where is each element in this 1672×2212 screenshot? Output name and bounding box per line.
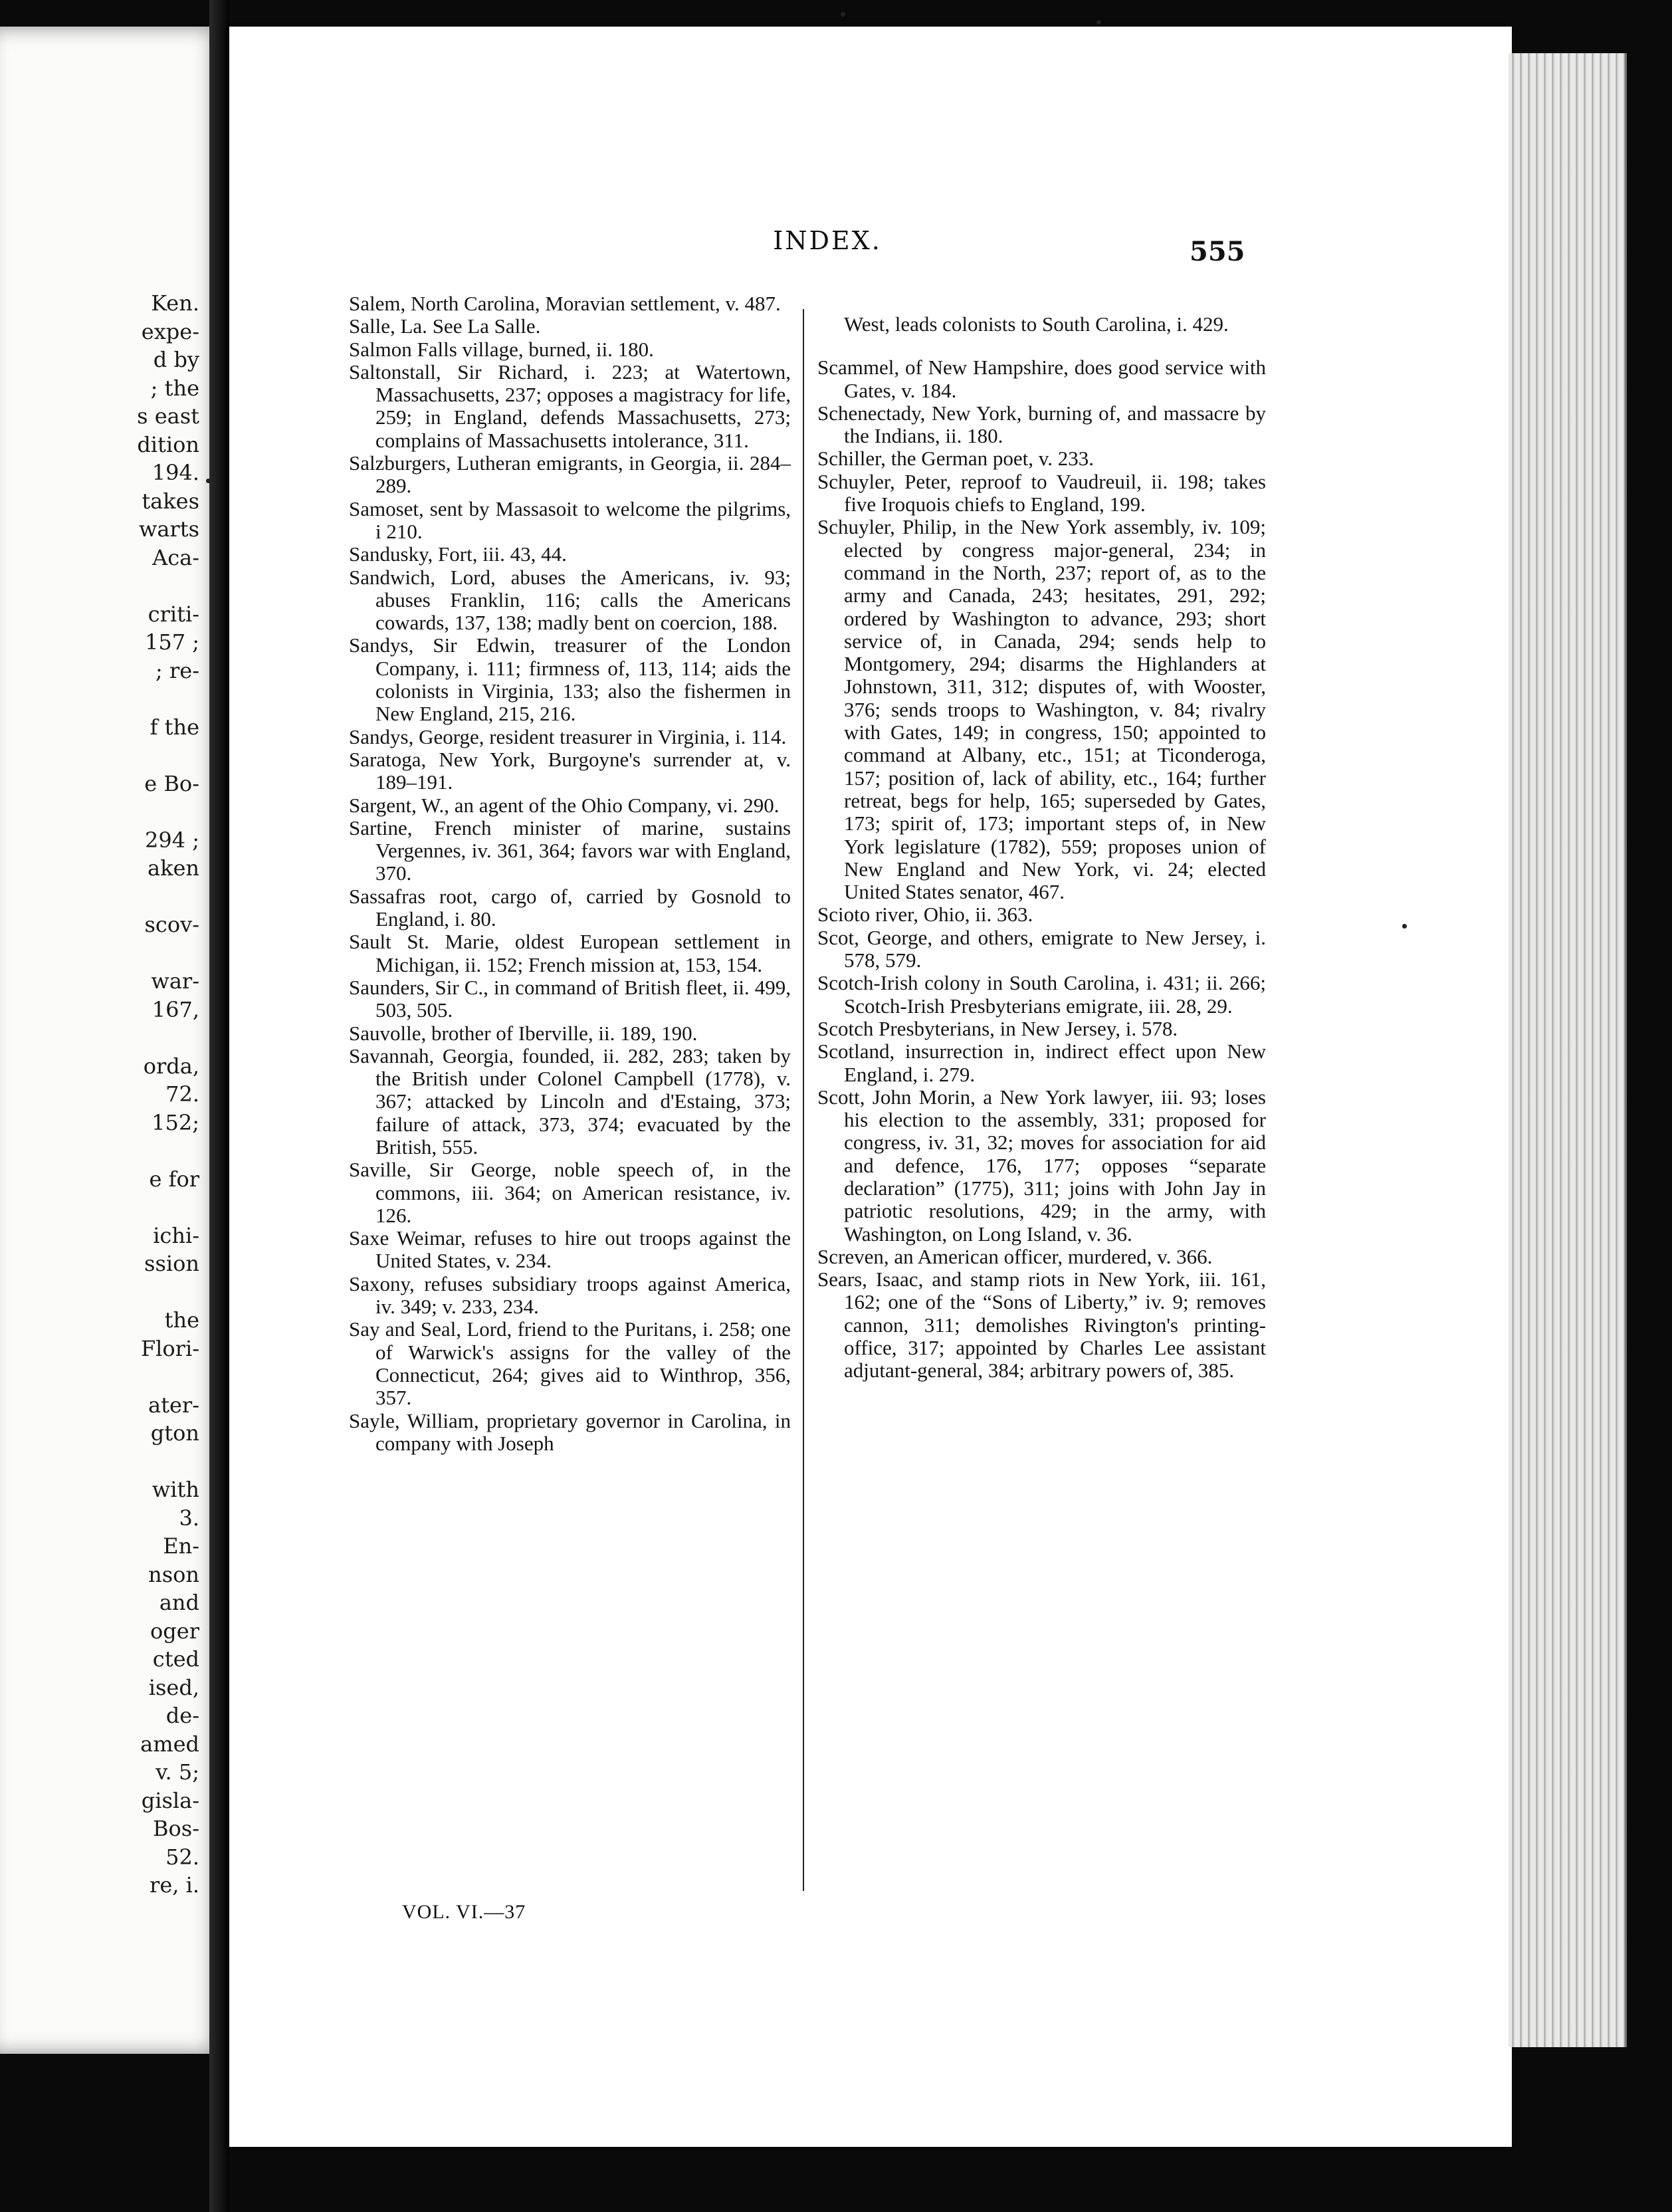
- index-entry-heading: Scammel, of New Hampshire,: [817, 356, 1069, 380]
- index-entry: [349, 885, 791, 931]
- facing-page-fragment: v. 5;: [156, 1759, 199, 1785]
- index-entry: [349, 452, 791, 498]
- index-entry-heading: Sault St. Marie,: [349, 930, 500, 954]
- facing-page-fragment: scov-: [144, 912, 199, 937]
- facing-page-fragment: [0, 1363, 199, 1391]
- index-entry-heading: Salem, North Carolina,: [349, 292, 540, 315]
- index-entry-heading: Sandusky, Fort,: [349, 542, 478, 566]
- index-entry: [817, 1246, 1266, 1268]
- index-entry-heading: Scotch Presbyterians,: [817, 1016, 995, 1040]
- index-entry-heading: Sauvolle,: [349, 1021, 427, 1045]
- index-entry: [817, 356, 1266, 402]
- index-entry-text: ii. 363.: [975, 903, 1033, 927]
- index-entry: [817, 972, 1266, 1018]
- facing-page-fragment: warts: [138, 516, 199, 542]
- page-stack-edges: [1509, 53, 1627, 2047]
- index-entry-text: friend to the Puritans, i. 258; one of Warwick's assigns for the valley of the Connecticut, 264; gives aid to Winthrop, 356, 357.: [375, 1317, 791, 1410]
- facing-page-fragment: d by: [153, 347, 199, 372]
- index-entry-text: cargo of, carried by Gosnold to England, i. 80.: [375, 884, 791, 931]
- index-entry-text: French minister of marine, sustains Vergennes, iv. 361, 364; favors war with England, 370.: [375, 816, 791, 885]
- facing-page-fragment: criti-: [148, 601, 199, 627]
- index-entry-text: brother of Iberville, ii. 189, 190.: [431, 1021, 698, 1045]
- index-entry-text: in command of British fleet, ii. 499, 503, 505.: [375, 975, 791, 1022]
- index-entry: [349, 794, 791, 817]
- index-entry: [349, 726, 791, 748]
- index-entry-text: reproof to Vaudreuil, ii. 198; takes five Iroquois chiefs to England, 199.: [844, 469, 1266, 516]
- facing-page-fragment: Ken.: [151, 290, 199, 316]
- index-entry: [349, 1045, 791, 1159]
- index-entry-heading: Saxe Weimar,: [349, 1226, 466, 1250]
- index-entry-text: a New York lawyer, iii. 93; loses his election to the assembly, 331; proposed for congress, iv. 31, 32; moves for association for aid and defence, 176, 177; opposes “separate declaration” (1775), 311; joins with John Jay in patriotic resolutions, 429; in the army, with Washington, on Long Island, v. 36.: [844, 1085, 1266, 1246]
- facing-page-fragment: cted: [152, 1646, 199, 1672]
- index-entry-text: and stamp riots in New York, iii. 161, 162; one of the “Sons of Liberty,” iv. 9; removes cannon, 311; demolishes Rivington's printing-office, 317; appointed by Charles Lee assistant adjutant-general, 384; arbitrary powers of, 385.: [844, 1268, 1267, 1382]
- facing-page-fragment: 167,: [152, 996, 199, 1022]
- index-entry-text: refuses to hire out troops against the United States, v. 234.: [375, 1226, 791, 1273]
- facing-page-fragment: expe-: [141, 318, 199, 344]
- index-entry-heading: Saratoga, New York,: [349, 747, 536, 771]
- facing-page-fragment: ; re-: [156, 657, 199, 683]
- facing-page-fragment: 157 ;: [144, 629, 199, 655]
- facing-page-text-fragments: [0, 289, 199, 1900]
- facing-page-fragment: 194.: [152, 460, 199, 485]
- facing-page-fragment: ater-: [148, 1392, 199, 1418]
- scan-speck: [206, 479, 211, 483]
- facing-page-fragment: [0, 1137, 199, 1165]
- index-entry: [349, 498, 791, 544]
- index-entry-text: iii. 43, 44.: [482, 542, 567, 566]
- index-entry-text: and others, emigrate to New Jersey, i. 578, 579.: [844, 925, 1266, 972]
- facing-page-fragment: the: [164, 1307, 199, 1333]
- index-entry: [349, 931, 791, 976]
- facing-page-fragment: with: [152, 1477, 199, 1502]
- facing-page-fragment: e for: [149, 1166, 199, 1192]
- facing-page-fragment: [0, 798, 199, 826]
- facing-page-fragment: Bos-: [152, 1816, 199, 1841]
- facing-page-fragment: s east: [137, 403, 199, 429]
- index-entry-heading: Say and Seal, Lord,: [349, 1317, 512, 1341]
- index-entry: [817, 1086, 1266, 1246]
- facing-page-fragment: dition: [137, 431, 199, 457]
- index-entry-text: refuses subsidiary troops against America, iv. 349; v. 233, 234.: [375, 1272, 791, 1319]
- index-entry-text: burned, ii. 180.: [528, 337, 654, 361]
- index-entry: [349, 1318, 791, 1409]
- index-entry-text: Moravian settlement, v. 487.: [545, 292, 781, 315]
- scan-speck: [841, 12, 845, 17]
- facing-page-fragment: [0, 572, 199, 600]
- facing-page-fragment: f the: [150, 714, 199, 740]
- facing-page-fragment: e Bo-: [144, 770, 199, 796]
- facing-page-fragment: [0, 741, 199, 770]
- index-entry: [817, 927, 1266, 972]
- facing-page-fragment: [0, 1193, 199, 1222]
- index-entry: [349, 543, 791, 566]
- facing-page-fragment: gton: [150, 1420, 199, 1446]
- index-entry-text: oldest European settlement in Michigan, ii. 152; French mission at, 153, 154.: [375, 930, 791, 976]
- facing-page-fragment: [0, 1278, 199, 1307]
- facing-page-fragment: 294 ;: [144, 827, 199, 853]
- scan-speck: [1402, 924, 1407, 929]
- index-entry-heading: Sandwich, Lord,: [349, 565, 496, 589]
- facing-page-fragment: 72.: [165, 1081, 199, 1107]
- index-entry-heading: Screven,: [817, 1244, 889, 1268]
- index-entry: [349, 634, 791, 725]
- index-entry-text: Lutheran emigrants, in Georgia, ii. 284–289.: [375, 451, 791, 498]
- index-entry-heading: Saville, Sir George,: [349, 1158, 537, 1182]
- index-entry-heading: Saxony,: [349, 1272, 415, 1295]
- index-entry: [817, 1040, 1266, 1086]
- facing-page-left: [0, 27, 226, 2054]
- index-entry-text: in South Carolina, i. 431; ii. 266; Scotch-Irish Presbyterians emigrate, iii. 28, 29.: [844, 971, 1267, 1018]
- facing-page-fragment: war-: [151, 968, 199, 994]
- index-entry-heading: Salmon Falls village,: [349, 337, 524, 361]
- index-entry: [817, 1018, 1266, 1040]
- index-entry: [349, 976, 791, 1022]
- facing-page-fragment: amed: [140, 1731, 199, 1757]
- index-entry-heading: Schuyler, Peter,: [817, 469, 952, 493]
- facing-page-fragment: [0, 939, 199, 968]
- index-entry-text: burning of, and massacre by the Indians, ii. 180.: [844, 401, 1266, 448]
- index-column-right: [817, 292, 1266, 1382]
- index-entry-continuation: West, leads colonists to South Carolina, i. 429.: [844, 312, 1229, 336]
- column-divider: [803, 309, 804, 1891]
- facing-page-fragment: de-: [165, 1703, 199, 1728]
- index-entry: [349, 566, 791, 635]
- facing-page-fragment: [0, 685, 199, 713]
- index-entry-heading: Sears, Isaac,: [817, 1268, 924, 1291]
- facing-page-fragment: En-: [163, 1533, 199, 1559]
- index-entry-heading: Saunders, Sir C.,: [349, 975, 488, 999]
- index-entry: [817, 516, 1266, 903]
- facing-page-fragment: re, i.: [150, 1872, 199, 1898]
- index-entry-heading: Scott, John Morin,: [817, 1085, 976, 1109]
- index-entry-heading: Sandys, Sir Edwin,: [349, 633, 536, 657]
- index-entry: [349, 292, 791, 315]
- index-entry-text: noble speech of, in the commons, iii. 364; on American resistance, iv. 126.: [375, 1158, 791, 1227]
- index-entry-heading: Samoset,: [349, 497, 424, 520]
- facing-page-fragment: ichi-: [153, 1222, 199, 1248]
- index-entry-heading: Sassafras root,: [349, 884, 478, 908]
- index-entry-heading: Schenectady, New York,: [817, 401, 1022, 425]
- index-entry-text: abuses the Americans, iv. 93; abuses Franklin, 116; calls the Americans cowards, 137, 138; madly bent on coercion, 188.: [375, 565, 791, 635]
- index-entry-heading: Sartine,: [349, 816, 413, 839]
- index-entry-text: founded, ii. 282, 283; taken by the British under Colonel Campbell (1778), v. 367; attacked by Lincoln and d'Estaing, 373; failure of attack, 373, 374; evacuated by the British, 555.: [375, 1044, 791, 1159]
- facing-page-fragment: Aca-: [152, 544, 199, 570]
- facing-page-fragment: ; the: [150, 375, 199, 401]
- index-entry-heading: Salzburgers,: [349, 451, 451, 475]
- index-entry: [817, 447, 1266, 470]
- index-entry-heading: Schiller,: [817, 447, 886, 471]
- index-entry-text: in the New York assembly, iv. 109; elected by congress major-general, 234; in command in the North, 237; report of, as to the army and Canada, 243; hesitates, 291, 292; ordered by Washington to advance, 293; short service of, in Canada, 294; sends help to Montgomery, 294; disarms the Highlanders at Johnstown, 311, 312; disputes of, with Wooster, 376; sends troops to Washington, v. 84; rivalry with Gates, 149; in congress, 150; appointed to command at Albany, etc., 151; at Ticonderoga, 157; position of, lack of ability, etc., 164; further retreat, begs for help, 165; superseded by Gates, 173; spirit of, 173; important steps of, in New York legislature (1782), 559; proposes union of New England and New York, vi. 24; elected United States senator, 467.: [844, 515, 1267, 904]
- facing-page-fragment: oger: [150, 1618, 199, 1644]
- facing-page-fragment: orda,: [143, 1053, 199, 1079]
- index-entry-heading: Salle, La.: [349, 314, 427, 338]
- index-entry: [817, 471, 1266, 516]
- index-entry-text: sent by Massasoit to welcome the pilgrims, i 210.: [375, 497, 791, 543]
- index-entry-text: insurrection in, indirect effect upon New England, i. 279.: [844, 1040, 1267, 1086]
- index-entry: [817, 1268, 1266, 1382]
- facing-page-fragment: ised,: [148, 1674, 199, 1700]
- index-entry: [349, 748, 791, 794]
- facing-page-fragment: [0, 1448, 199, 1476]
- index-entry: [349, 1159, 791, 1227]
- index-column-left: [349, 292, 791, 1455]
- index-entry-heading: Scioto river, Ohio,: [817, 903, 970, 927]
- index-entry-heading: Sandys, George,: [349, 724, 484, 748]
- index-entry-text: in New Jersey, i. 578.: [999, 1016, 1178, 1040]
- index-entry-heading: Sargent, W.,: [349, 793, 449, 817]
- facing-page-fragment: nson: [148, 1561, 199, 1587]
- index-entry-text: Burgoyne's surrender at, v. 189–191.: [375, 747, 791, 794]
- index-entry-text: an American officer, murdered, v. 366.: [894, 1244, 1213, 1268]
- index-entry: [349, 338, 791, 361]
- index-entry-text: does good service with Gates, v. 184.: [844, 356, 1267, 402]
- index-entry: [349, 817, 791, 885]
- facing-page-fragment: aken: [147, 855, 199, 881]
- index-entry-heading: Sayle, William,: [349, 1408, 479, 1432]
- index-entry-heading: Scotch-Irish colony: [817, 971, 981, 995]
- facing-page-fragment: 152;: [152, 1109, 199, 1135]
- page-number: 555: [1190, 236, 1245, 267]
- signature-mark: VOL. VI.—37: [402, 1901, 526, 1923]
- index-entry-text: i. 223; at Watertown, Massachusetts, 237; opposes a magistracy for life, 259; in England, defends Massachusetts, 273; complains of Massachusetts intolerance, 311.: [375, 360, 791, 452]
- index-entry-heading: Scotland,: [817, 1040, 895, 1063]
- facing-page-fragment: 3.: [179, 1505, 199, 1531]
- index-entry-heading: Savannah, Georgia,: [349, 1044, 514, 1067]
- index-entry-text: treasurer of the London Company, i. 111; firmness of, 113, 114; aids the colonists in Virginia, 133; also the fishermen in New England, 215, 216.: [375, 633, 791, 726]
- index-entry: [349, 1410, 791, 1456]
- facing-page-fragment: gisla-: [141, 1787, 199, 1813]
- index-entry: [349, 361, 791, 452]
- index-entry: [349, 1022, 791, 1045]
- index-entry: [817, 903, 1266, 926]
- index-entry-text: an agent of the Ohio Company, vi. 290.: [454, 793, 780, 817]
- facing-page-fragment: 52.: [165, 1844, 199, 1870]
- facing-page-fragment: Flori-: [140, 1335, 199, 1361]
- facing-page-fragment: [0, 883, 199, 911]
- facing-page-fragment: takes: [142, 488, 199, 514]
- scan-speck: [1097, 20, 1101, 25]
- facing-page-fragment: [0, 1024, 199, 1052]
- facing-page-fragment: ssion: [144, 1251, 199, 1276]
- index-entry-heading: Saltonstall, Sir Richard,: [349, 360, 569, 384]
- index-entry: [349, 1227, 791, 1273]
- index-entry: [349, 1273, 791, 1319]
- index-entry: [817, 402, 1266, 448]
- index-entry-heading: Schuyler, Philip,: [817, 515, 957, 539]
- book-gutter: [209, 0, 229, 2212]
- index-entry-heading: Scot, George,: [817, 925, 933, 949]
- index-entry: [349, 315, 791, 338]
- facing-page-fragment: and: [159, 1590, 199, 1615]
- index-entry-text: resident treasurer in Virginia, i. 114.: [489, 724, 787, 748]
- index-entry-text: See La Salle.: [432, 314, 541, 338]
- index-entry-text: proprietary governor in Carolina, in company with Joseph: [375, 1408, 791, 1455]
- page-header-title: INDEX.: [773, 226, 882, 255]
- index-entry-text: the German poet, v. 233.: [890, 447, 1095, 471]
